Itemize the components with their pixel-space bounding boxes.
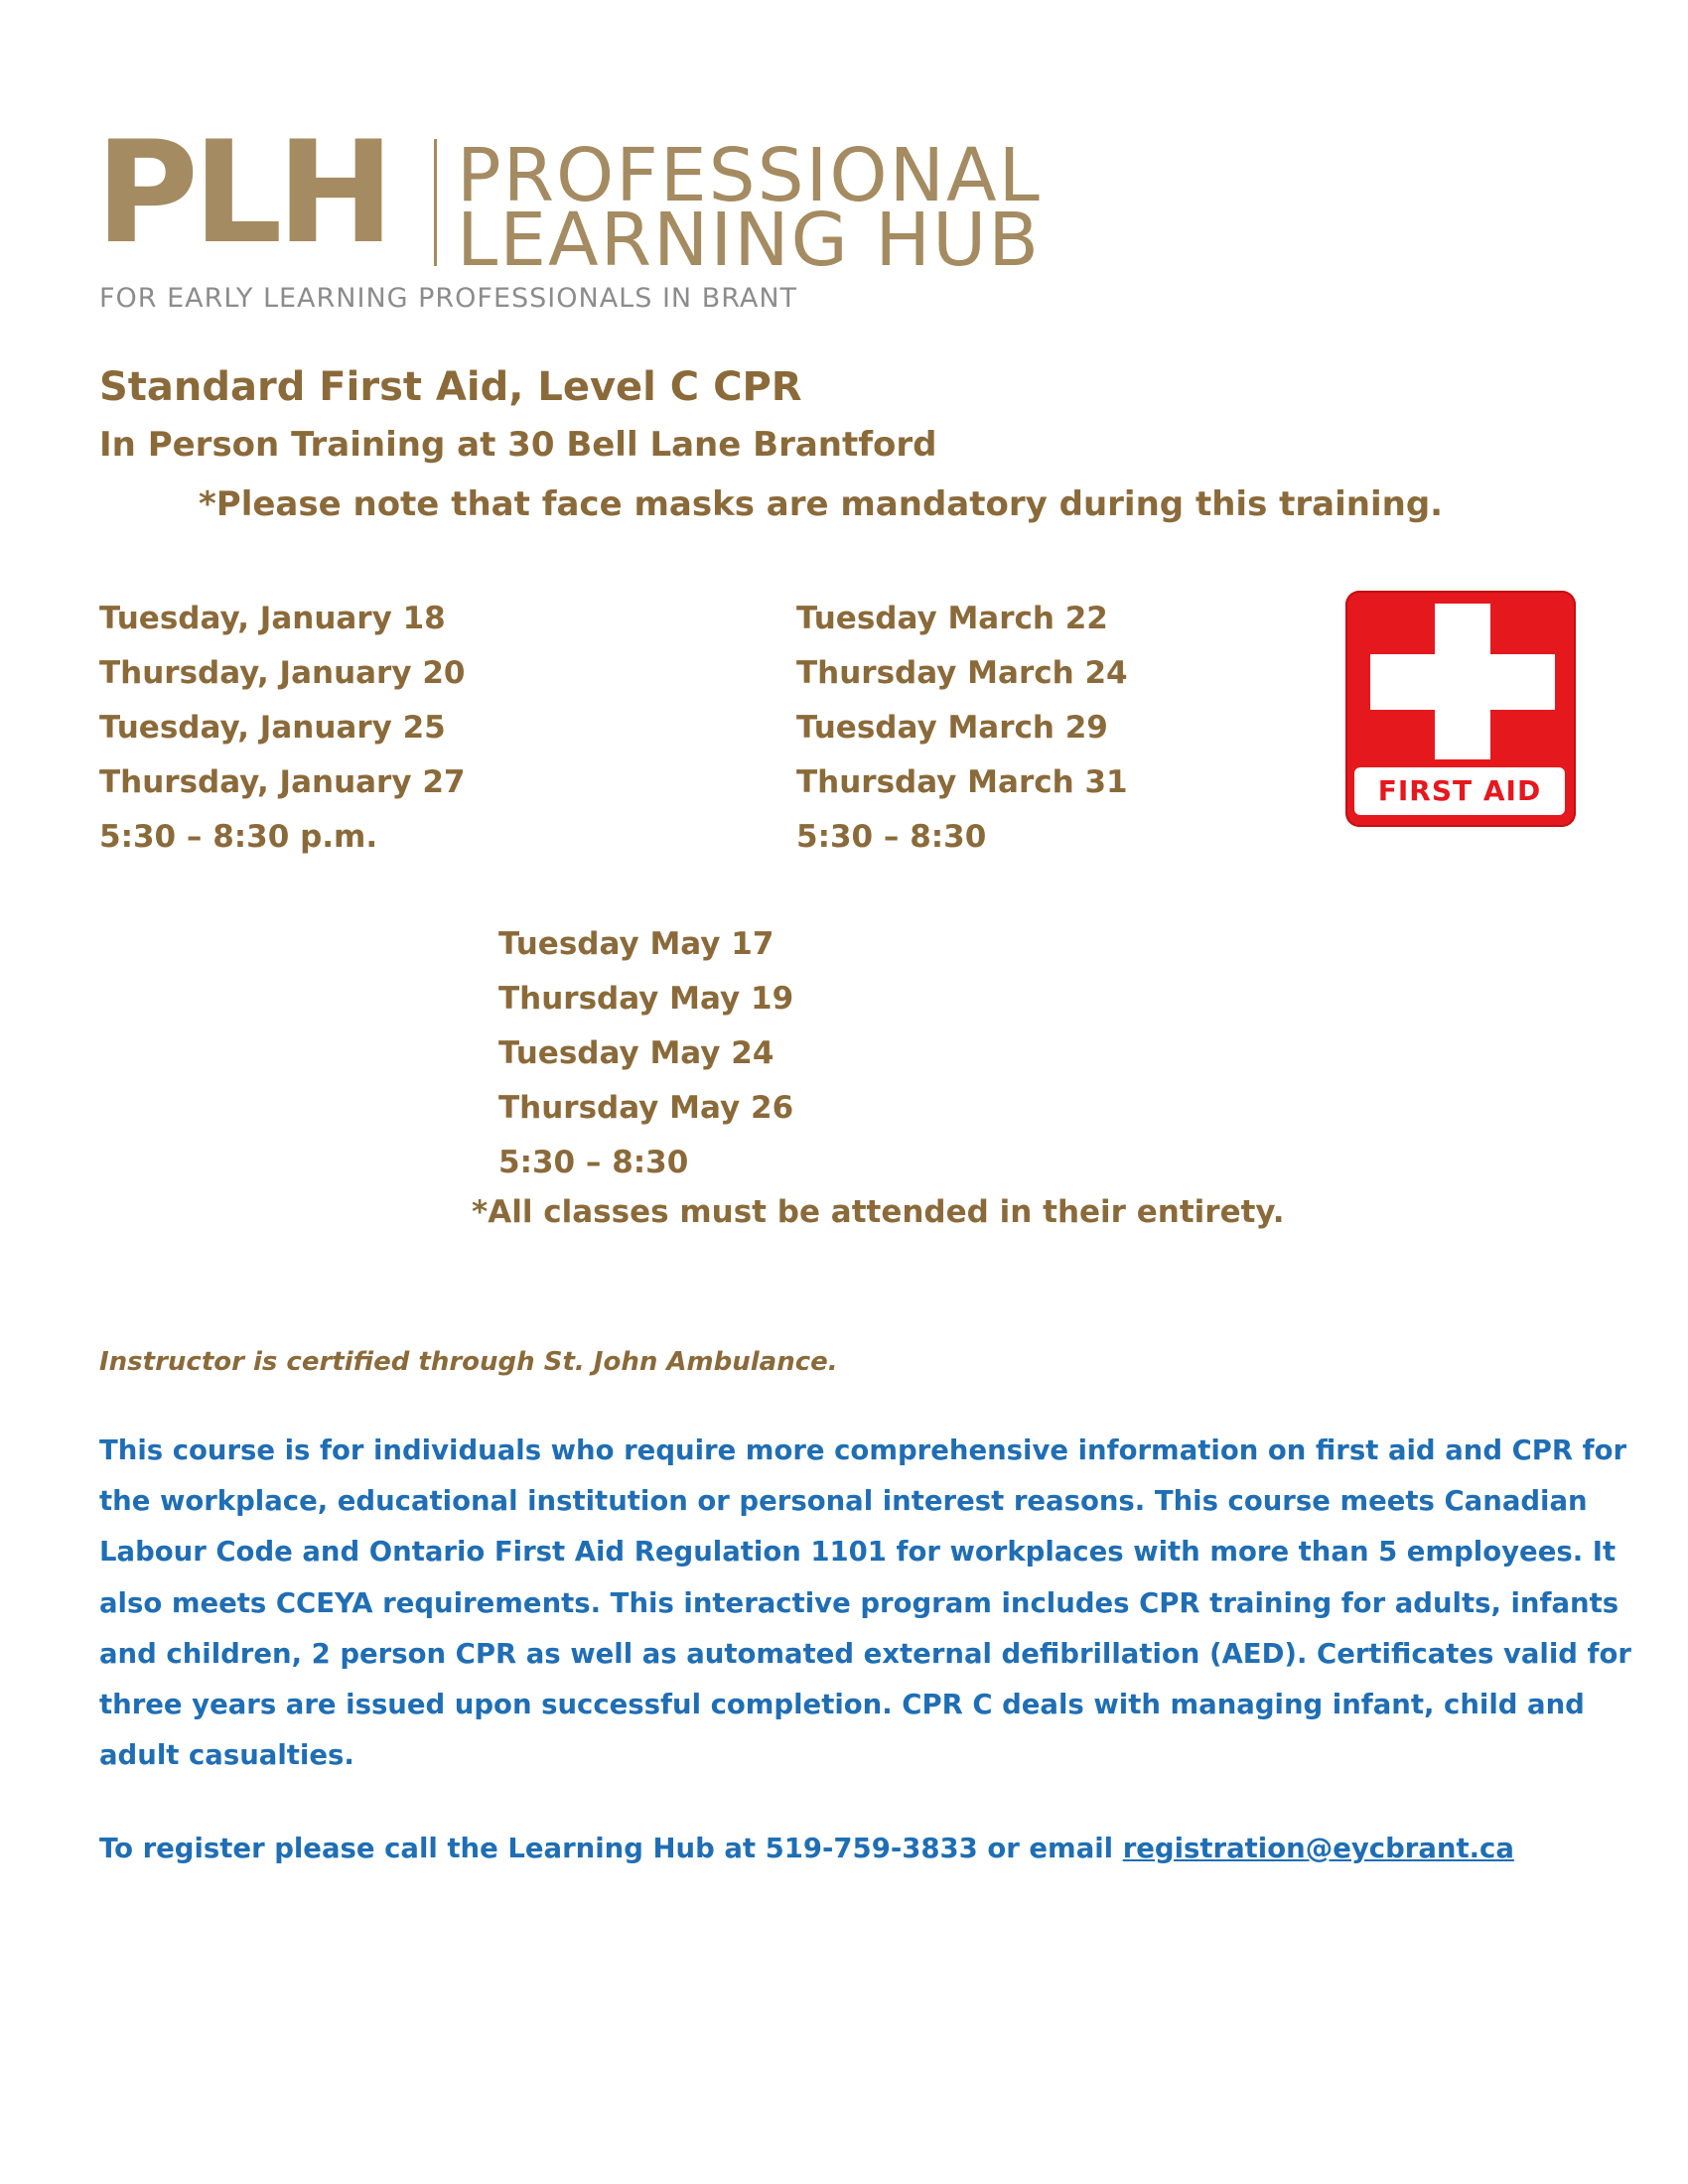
schedule-may bbox=[498, 917, 793, 1190]
badge-label-box bbox=[1354, 767, 1565, 815]
schedule-march bbox=[796, 592, 1128, 865]
schedule-time: 5:30 – 8:30 bbox=[796, 819, 987, 855]
page-title: Standard First Aid, Level C CPR bbox=[99, 364, 802, 410]
schedule-date: Tuesday, January 25 bbox=[99, 710, 446, 746]
instructor-note: Instructor is certified through St. John Ambulance. bbox=[99, 1347, 838, 1377]
badge-label: FIRST AID bbox=[1377, 774, 1542, 807]
schedule-date: Thursday May 26 bbox=[498, 1090, 794, 1126]
schedule-date: Tuesday May 17 bbox=[498, 926, 774, 962]
schedule-date: Thursday, January 20 bbox=[99, 655, 466, 691]
description-line: three years are issued upon successful completion. CPR C deals with managing infant, child and bbox=[99, 1689, 1585, 1721]
schedule-january bbox=[99, 592, 466, 865]
schedule-date: Tuesday May 24 bbox=[498, 1035, 774, 1071]
description-line: This course is for individuals who require more comprehensive information on first aid and CPR for bbox=[99, 1434, 1627, 1466]
schedule-date: Thursday March 31 bbox=[796, 764, 1128, 800]
description-line: also meets CCEYA requirements. This interactive program includes CPR training for adults, infants bbox=[99, 1586, 1619, 1619]
course-description bbox=[99, 1426, 1631, 1781]
description-line: and children, 2 person CPR as well as automated external defibrillation (AED). Certificates valid for bbox=[99, 1637, 1631, 1670]
schedule-date: Thursday March 24 bbox=[796, 655, 1128, 691]
schedule-date: Tuesday March 22 bbox=[796, 601, 1108, 636]
logo-name-line-1: PROFESSIONAL bbox=[457, 133, 1042, 218]
description-line: the workplace, educational institution or personal interest reasons. This course meets Canadian bbox=[99, 1485, 1588, 1518]
schedule-time: 5:30 – 8:30 p.m. bbox=[99, 819, 378, 855]
registration-email-link[interactable]: registration@eycbrant.ca bbox=[1122, 1833, 1514, 1864]
logo-divider bbox=[434, 139, 437, 266]
cross-horizontal bbox=[1370, 654, 1555, 710]
registration-info bbox=[99, 1833, 1514, 1864]
mask-notice: *Please note that face masks are mandatory during this training. bbox=[199, 484, 1444, 524]
logo-mark: PLH bbox=[95, 111, 389, 275]
schedule-date: Tuesday March 29 bbox=[796, 710, 1108, 746]
schedule-date: Thursday May 19 bbox=[498, 981, 794, 1017]
training-location: In Person Training at 30 Bell Lane Brantford bbox=[99, 425, 937, 465]
schedule-time: 5:30 – 8:30 bbox=[498, 1145, 689, 1180]
description-line: adult casualties. bbox=[99, 1739, 354, 1772]
logo-tagline: FOR EARLY LEARNING PROFESSIONALS IN BRANT bbox=[99, 283, 798, 314]
description-line: Labour Code and Ontario First Aid Regulation 1101 for workplaces with more than 5 employees. It bbox=[99, 1536, 1617, 1569]
schedule-date: Tuesday, January 18 bbox=[99, 601, 446, 636]
registration-text: To register please call the Learning Hub at 519-759-3833 or email bbox=[99, 1833, 1123, 1864]
logo-name-line-2: LEARNING HUB bbox=[457, 198, 1041, 283]
attendance-note: *All classes must be attended in their entirety. bbox=[472, 1194, 1285, 1230]
first-aid-icon bbox=[1345, 591, 1576, 827]
schedule-date: Thursday, January 27 bbox=[99, 764, 466, 800]
